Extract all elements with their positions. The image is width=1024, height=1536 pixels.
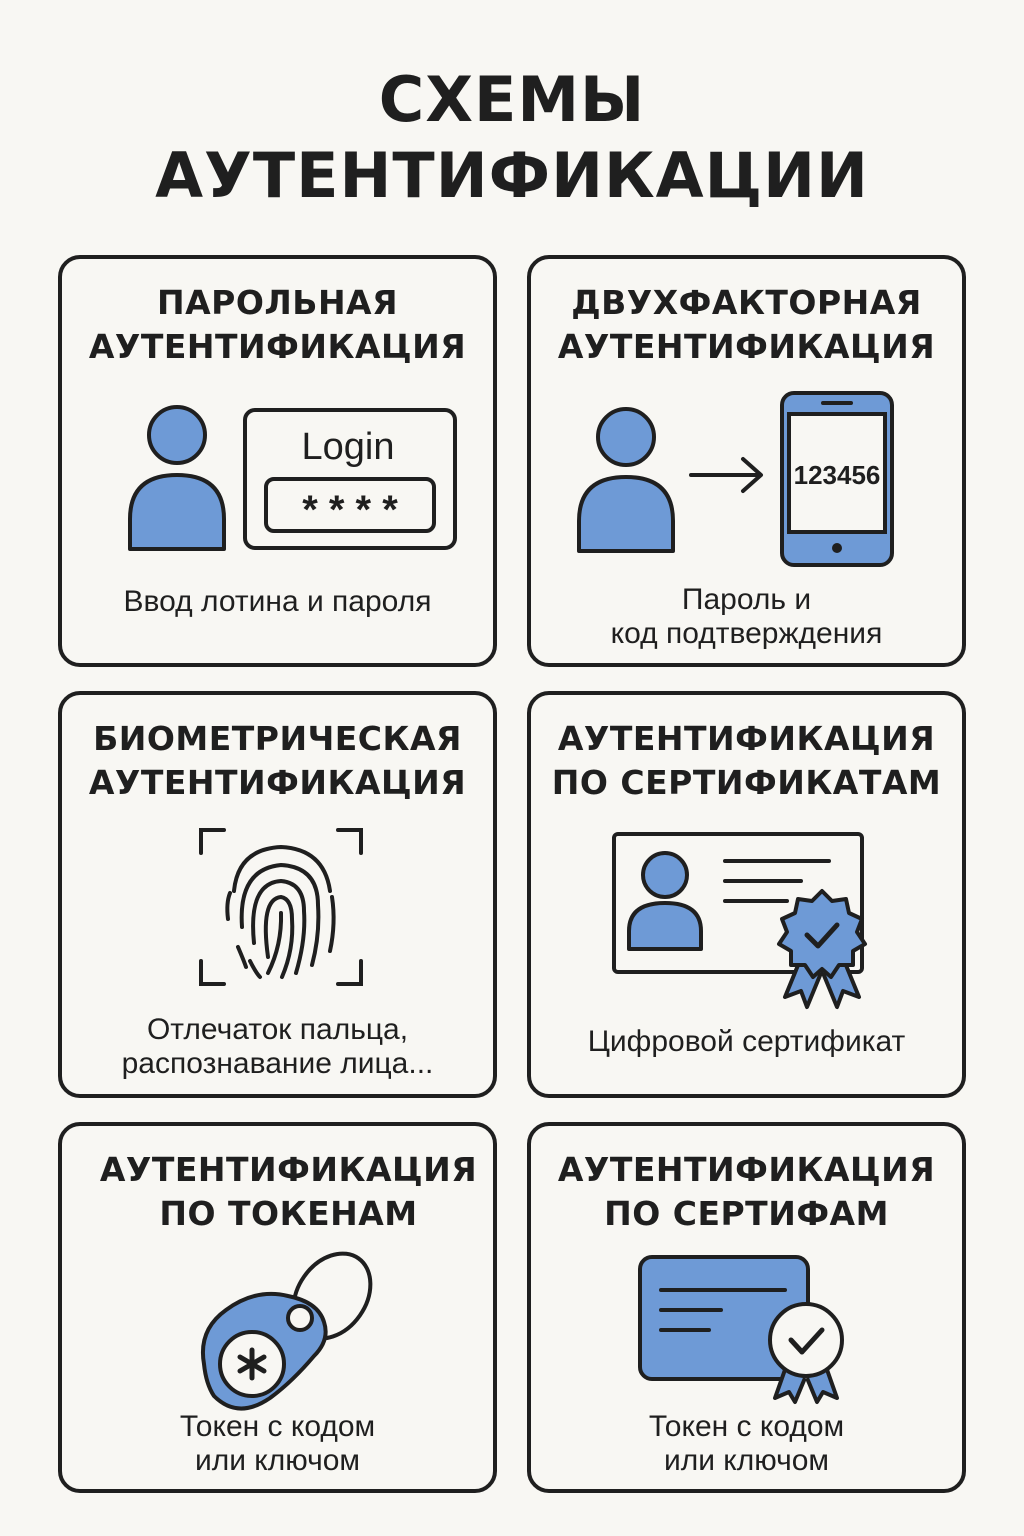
card-caption [531,583,962,651]
card-caption-line1: Ввод лотина и пароля [123,585,432,618]
card-caption-line2: код подтверждения [610,617,883,650]
page-title-line2: АУТЕНТИФИКАЦИИ [155,139,869,212]
card-title [531,717,962,805]
card-title-line2: ПО СЕРТИФИКАТАМ [551,763,942,802]
card-title-line2: ПО ТОКЕНАМ [159,1194,418,1233]
user-icon [571,403,681,555]
page-title [0,62,1024,214]
card-title-line1: ДВУХФАКТОРНАЯ [571,283,922,322]
card-title-line2: АУТЕНТИФИКАЦИЯ [88,763,467,802]
card-caption-line2: распознавание лица... [121,1047,434,1080]
card-caption-line2: или ключом [663,1444,830,1477]
certificate-badge-icon [773,887,871,1011]
card-caption-line1: Токен с кодом [648,1410,845,1443]
card-title-line1: АУТЕНТИФИКАЦИЯ [99,1150,478,1189]
card-caption-line2: или ключом [194,1444,361,1477]
page-title-line1: СХЕМЫ [378,63,646,136]
card-title-line2: АУТЕНТИФИКАЦИЯ [88,327,467,366]
card-title [531,1148,962,1236]
card-caption-line1: Отлечаток пальца, [146,1013,409,1046]
password-mask: * * * * [302,488,398,532]
card-two-factor-auth [527,255,966,667]
card-caption [531,1025,962,1059]
card-caption-line1: Цифровой сертификат [587,1025,906,1058]
card-title-line1: АУТЕНТИФИКАЦИЯ [557,719,936,758]
card-title-line1: АУТЕНТИФИКАЦИЯ [557,1150,936,1189]
login-form-icon [242,407,462,551]
card-title [62,717,493,805]
card-certificate-token-auth [527,1122,966,1493]
card-token-auth [58,1122,497,1493]
card-caption [62,585,493,619]
card-title-line2: ПО СЕРТИФАМ [604,1194,889,1233]
card-biometric-auth [58,691,497,1098]
fingerprint-scan-icon [198,827,364,987]
card-caption [62,1410,493,1478]
card-title [62,281,493,369]
card-title [531,281,962,369]
card-title-line2: АУТЕНТИФИКАЦИЯ [557,327,936,366]
check-badge-icon [765,1300,847,1402]
card-title-line1: ПАРОЛЬНАЯ [156,283,399,322]
arrow-right-icon [689,455,765,495]
smartphone-icon [779,390,895,568]
card-password-auth [58,255,497,667]
card-caption-line1: Пароль и [681,583,812,616]
card-title-line1: БИОМЕТРИЧЕСКАЯ [93,719,462,758]
card-caption-line1: Токен с кодом [179,1410,376,1443]
key-fob-token-icon [192,1244,382,1416]
card-caption [62,1013,493,1081]
card-certificate-auth [527,691,966,1098]
verification-code: 123456 [793,460,881,490]
card-caption [531,1410,962,1478]
login-label: Login [301,426,395,468]
user-icon [122,401,232,553]
card-title [84,1148,493,1236]
